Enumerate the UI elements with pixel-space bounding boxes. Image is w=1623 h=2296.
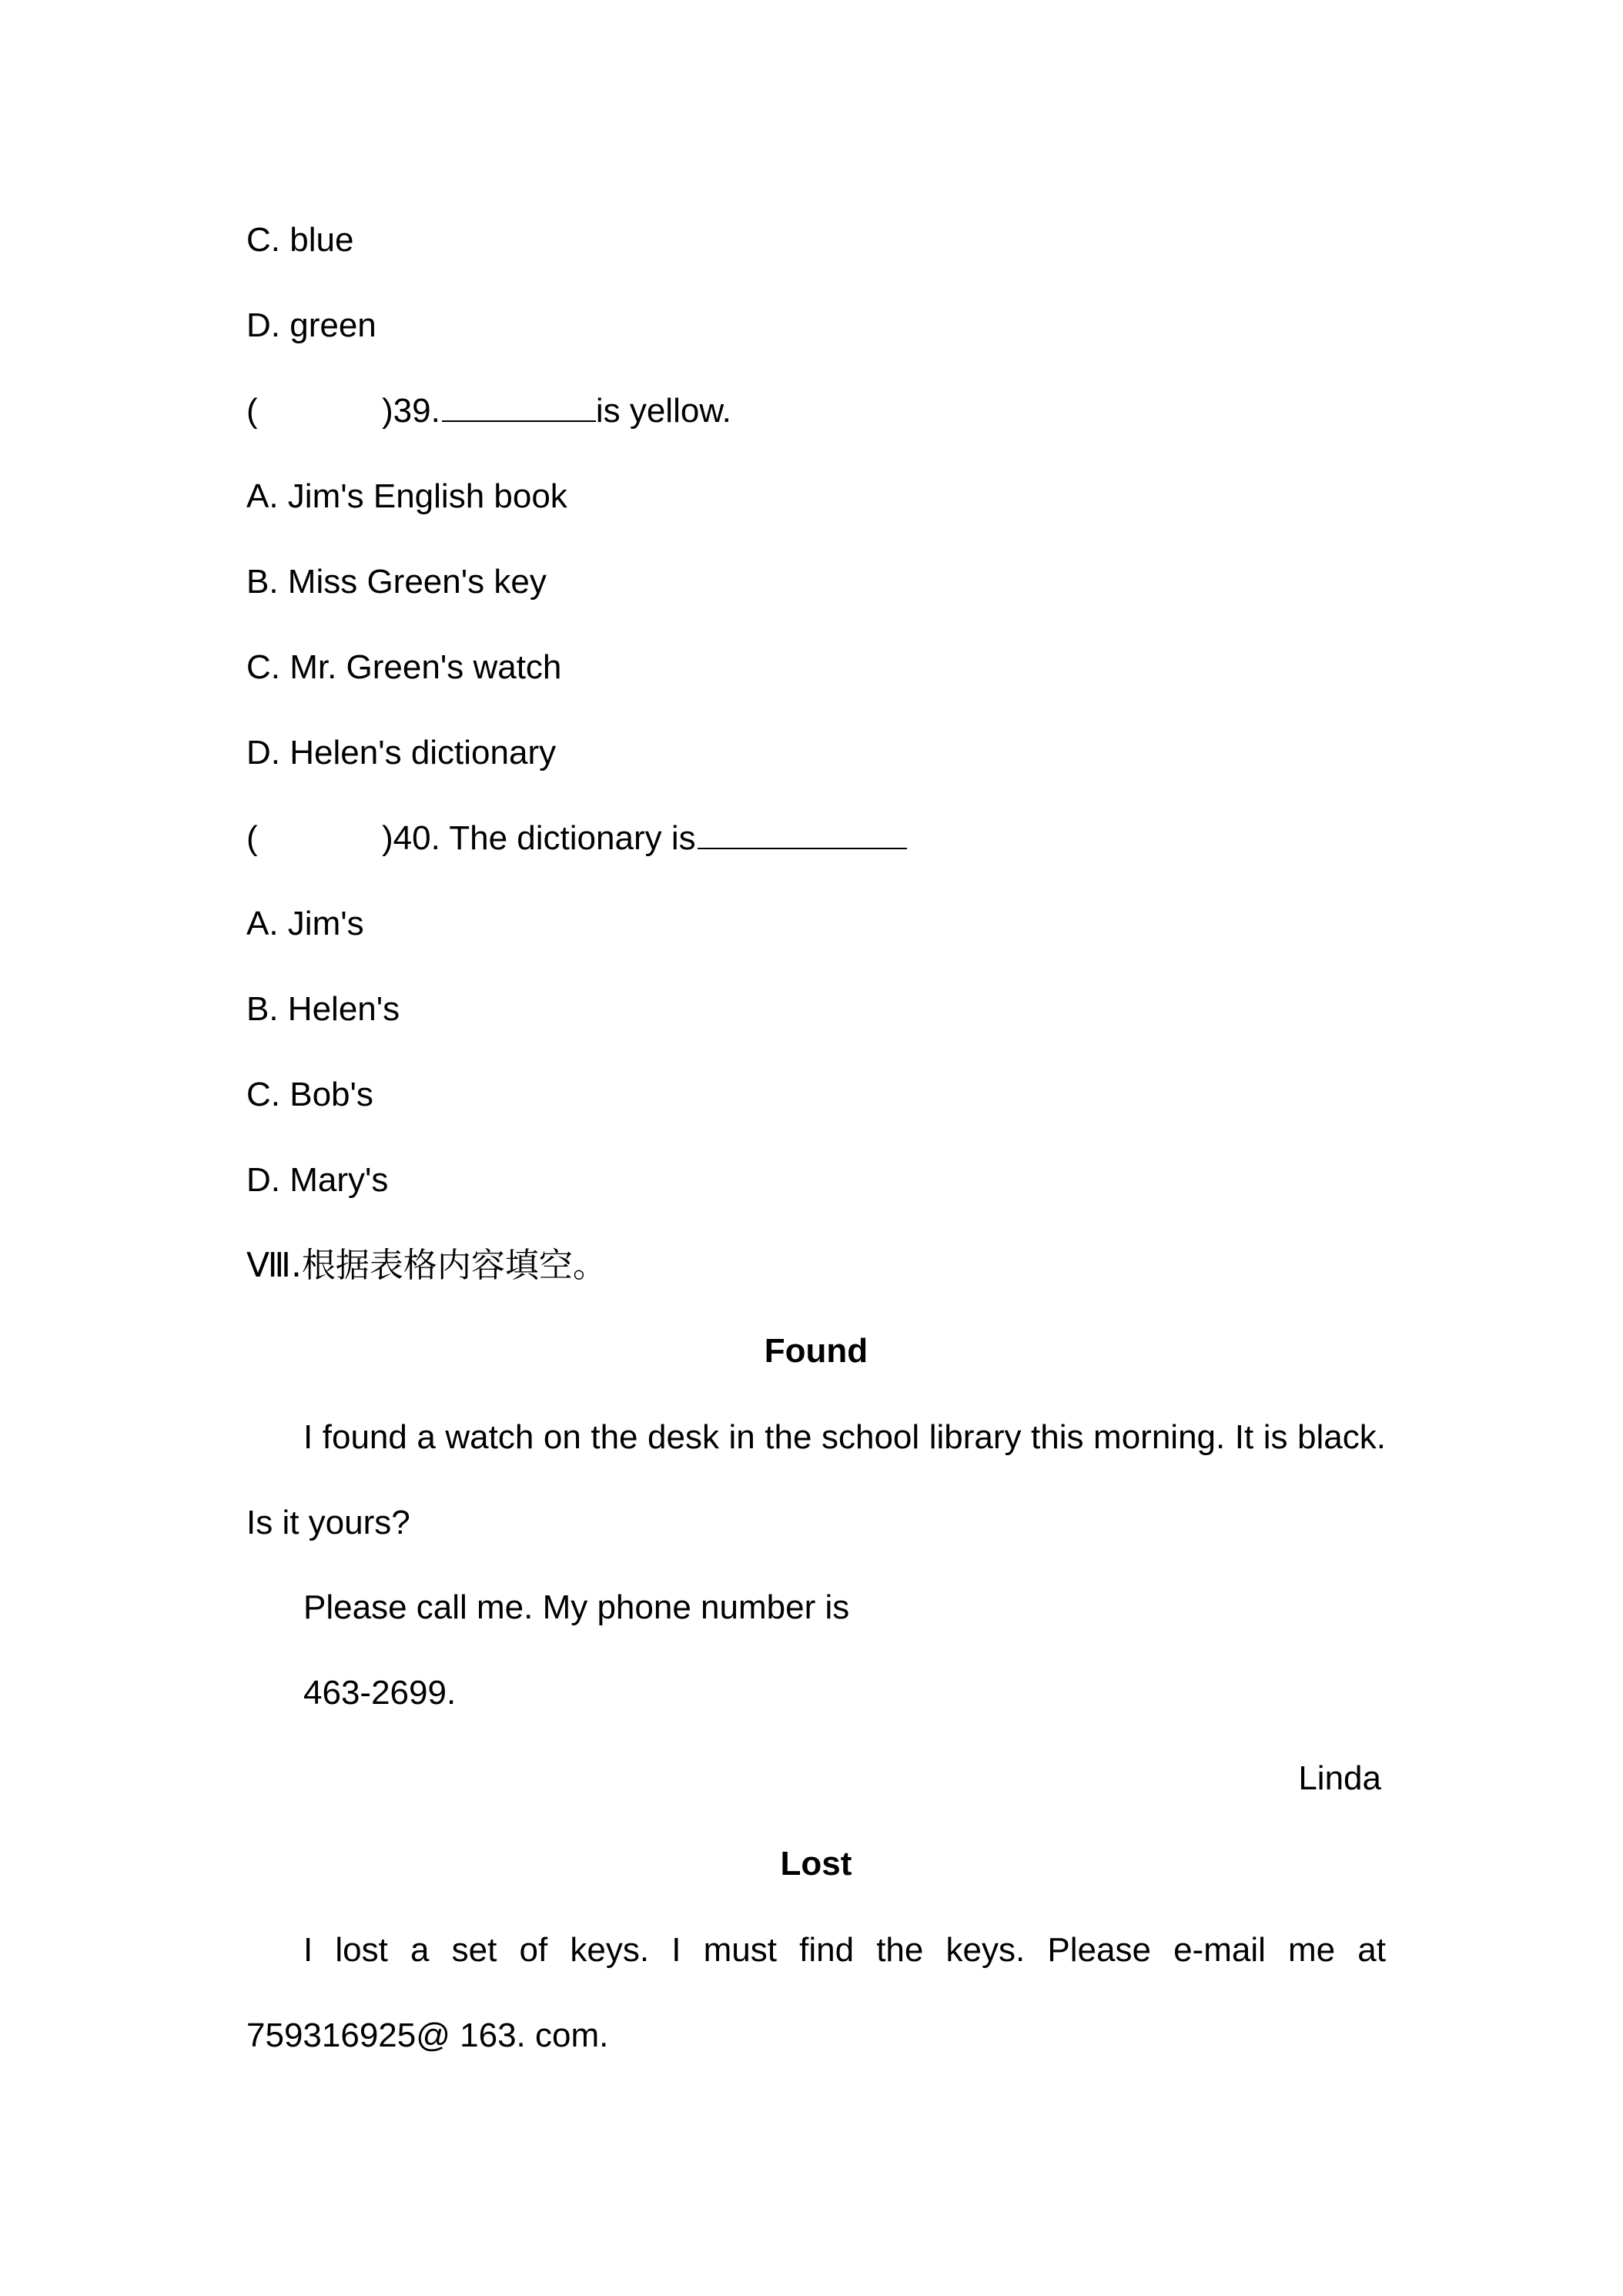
found-call-line: Please call me. My phone number is	[303, 1588, 850, 1626]
answer-paren-open: (	[246, 392, 258, 430]
q40-option-a: A. Jim's	[246, 905, 364, 942]
answer-blank	[442, 390, 596, 422]
question-39	[246, 388, 731, 434]
lost-title: Lost	[780, 1845, 852, 1883]
found-phone: 463-2699.	[303, 1674, 457, 1712]
q39-option-a: A. Jim's English book	[246, 477, 567, 515]
q40-option-b: B. Helen's	[246, 990, 400, 1028]
q38-option-c: C. blue	[246, 221, 354, 259]
q39-option-c: C. Mr. Green's watch	[246, 648, 562, 686]
q39-option-b: B. Miss Green's key	[246, 563, 547, 601]
found-title: Found	[764, 1332, 868, 1370]
q38-option-d: D. green	[246, 306, 376, 344]
question-number: )39.	[382, 392, 440, 430]
found-signature: Linda	[1298, 1759, 1381, 1797]
section-8-heading: Ⅷ.根据表格内容填空。	[246, 1246, 607, 1285]
q40-option-c: C. Bob's	[246, 1076, 373, 1113]
question-text: )40. The dictionary is	[382, 819, 696, 857]
question-40	[246, 815, 907, 862]
answer-paren-open: (	[246, 819, 258, 857]
answer-blank	[698, 817, 907, 849]
found-body: I found a watch on the desk in the school library this morning. It is black. Is it yours?	[246, 1418, 1386, 1541]
question-text: is yellow.	[595, 392, 731, 430]
lost-body: I lost a set of keys. I must find the keys. Please e-mail me at 759316925@ 163. com.	[246, 1931, 1386, 2054]
q40-option-d: D. Mary's	[246, 1161, 389, 1199]
q39-option-d: D. Helen's dictionary	[246, 734, 557, 771]
